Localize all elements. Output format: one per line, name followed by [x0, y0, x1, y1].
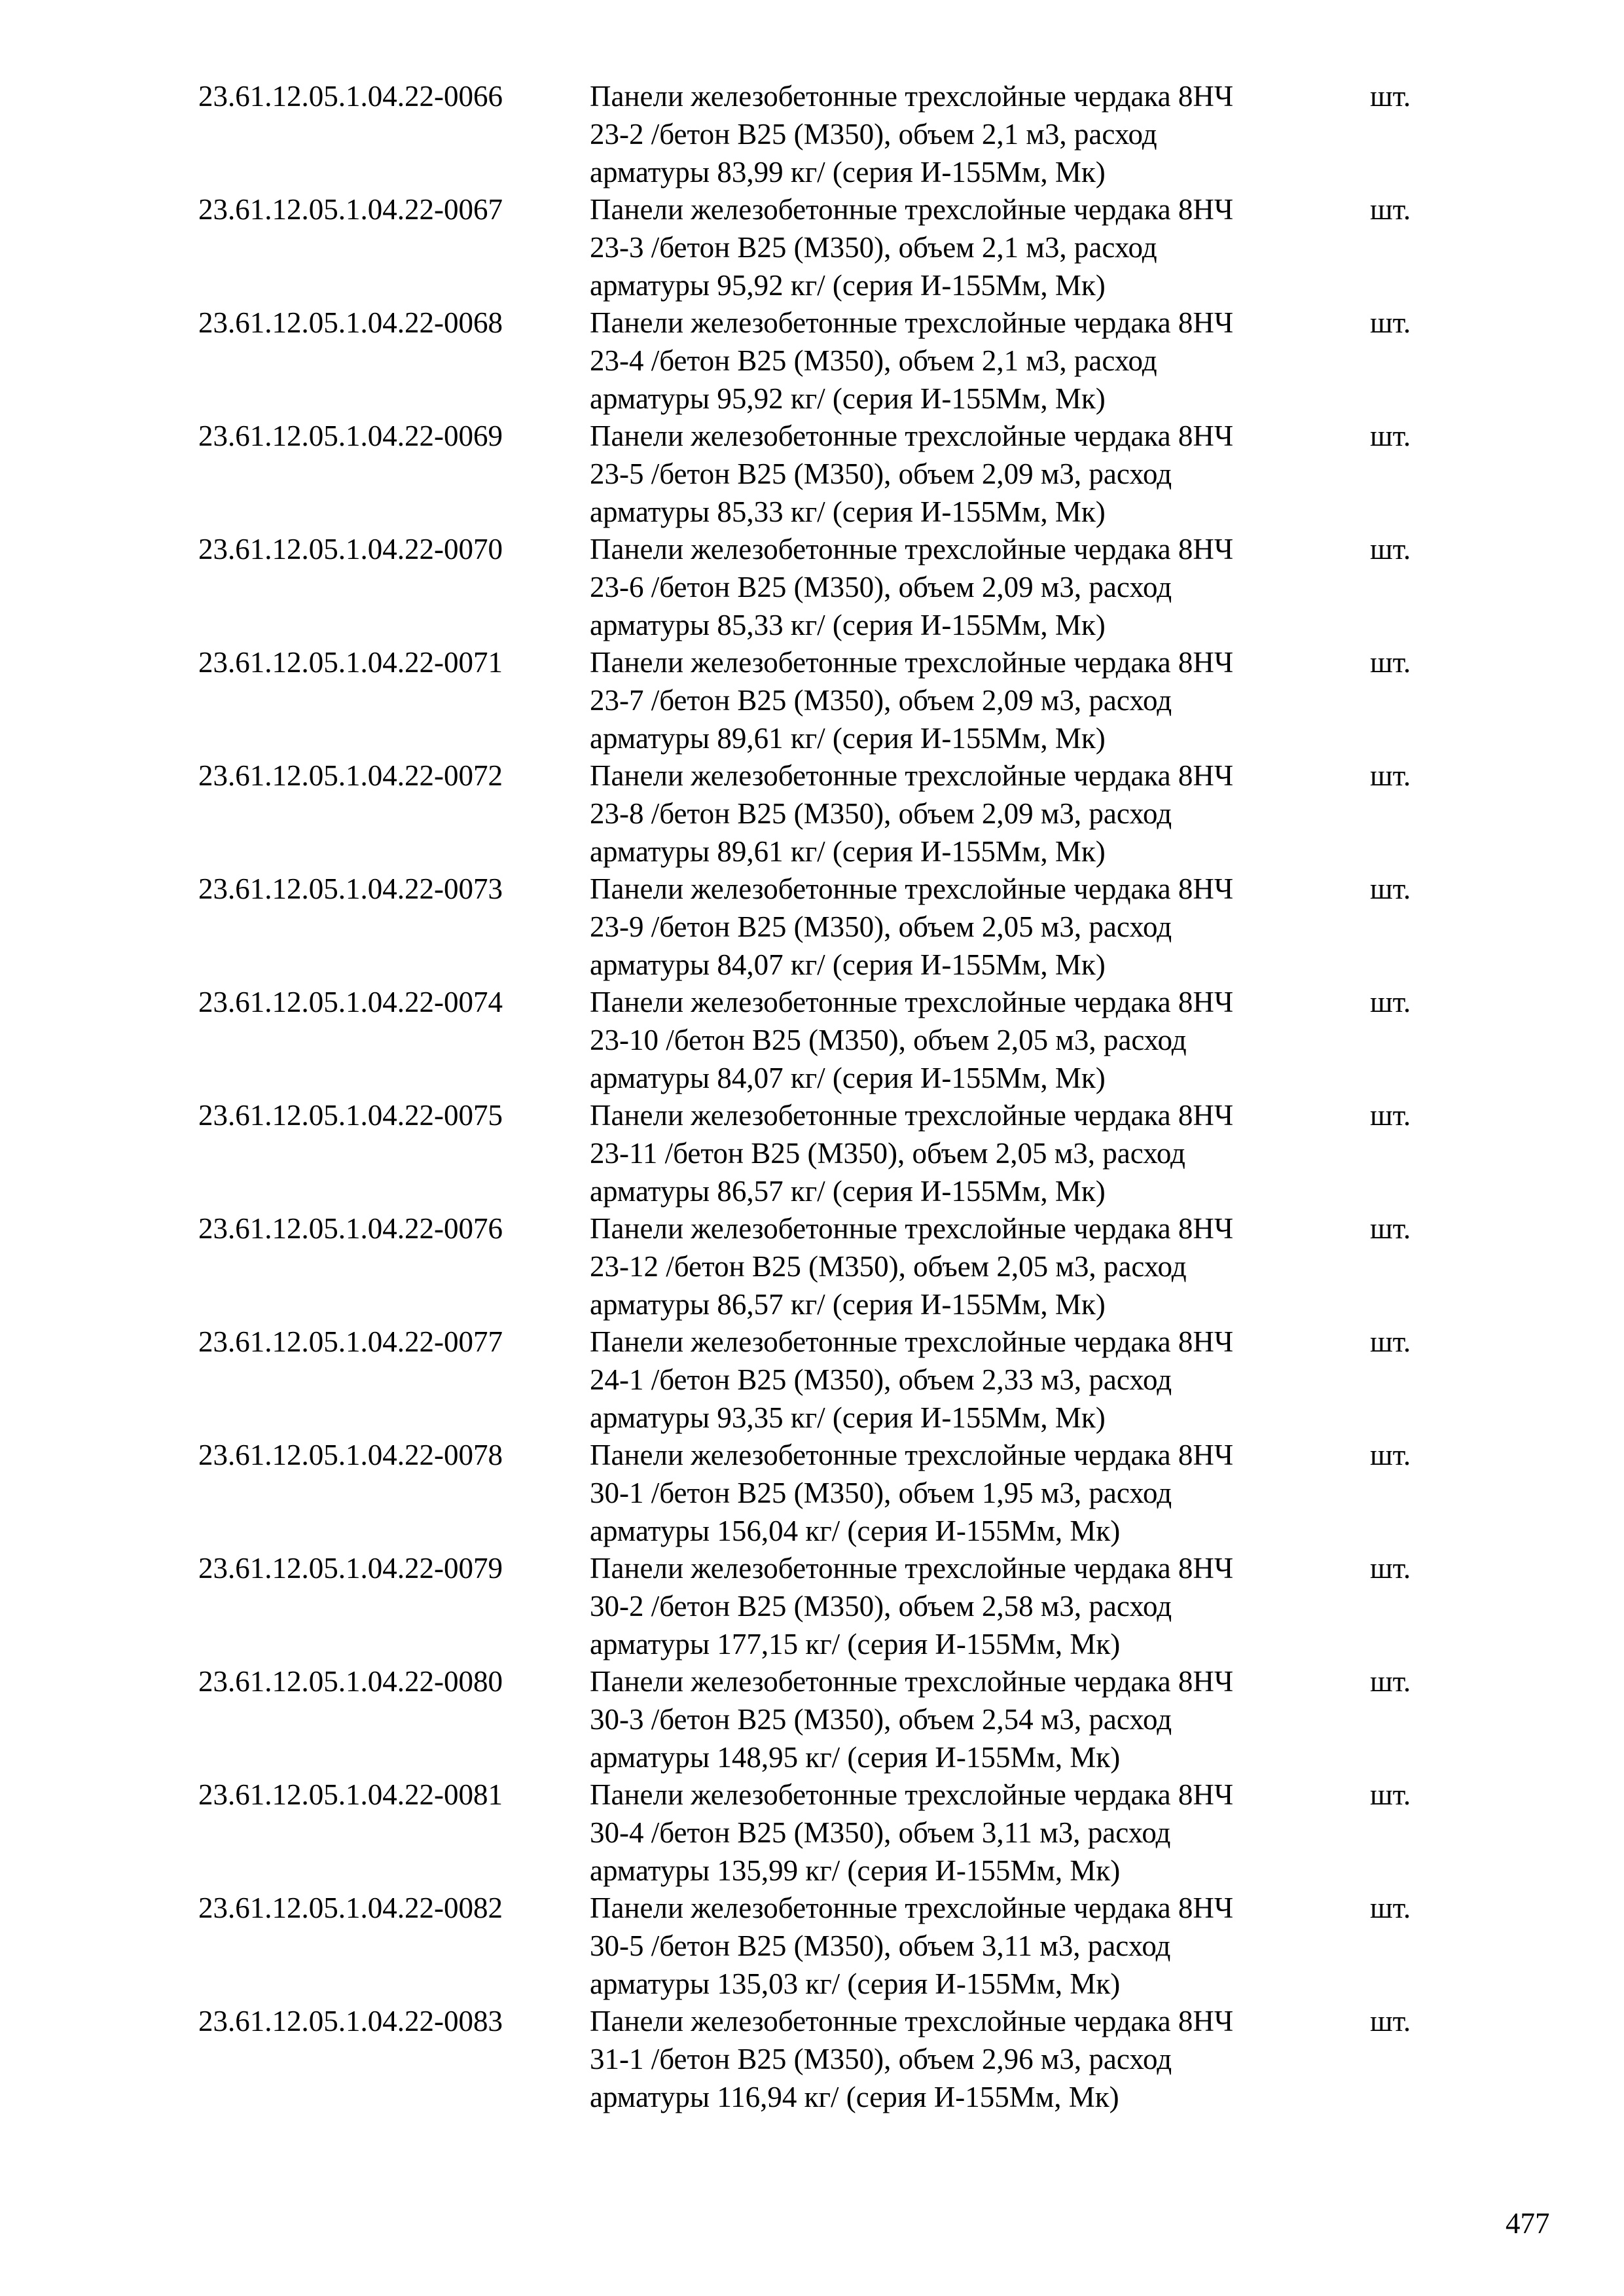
catalog-entry — [198, 757, 1442, 870]
description-line: арматуры 85,33 кг/ (серия И-155Мм, Мк) — [590, 609, 1106, 641]
entry-description — [590, 530, 1362, 644]
description-line: арматуры 135,99 кг/ (серия И-155Мм, Мк) — [590, 1854, 1121, 1887]
entry-code: 23.61.12.05.1.04.22-0067 — [198, 193, 503, 226]
entry-unit: шт. — [1370, 193, 1411, 226]
entry-code: 23.61.12.05.1.04.22-0070 — [198, 533, 503, 565]
entry-description — [590, 643, 1362, 757]
page-number: 477 — [1506, 2207, 1550, 2240]
description-line: арматуры 84,07 кг/ (серия И-155Мм, Мк) — [590, 1062, 1106, 1094]
entry-unit: шт. — [1370, 306, 1411, 339]
entry-unit: шт. — [1370, 1552, 1411, 1585]
entry-code: 23.61.12.05.1.04.22-0081 — [198, 1778, 503, 1811]
entry-description — [590, 1662, 1362, 1776]
catalog-entry — [198, 643, 1442, 757]
description-line: 30-2 /бетон В25 (М350), объем 2,58 м3, расход — [590, 1590, 1172, 1623]
description-line: Панели железобетонные трехслойные чердака 8НЧ — [590, 1099, 1234, 1132]
description-line: 30-4 /бетон В25 (М350), объем 3,11 м3, расход — [590, 1816, 1171, 1849]
entry-code: 23.61.12.05.1.04.22-0076 — [198, 1212, 503, 1245]
catalog-entry — [198, 1210, 1442, 1323]
description-line: арматуры 135,03 кг/ (серия И-155Мм, Мк) — [590, 1967, 1121, 2000]
entry-code: 23.61.12.05.1.04.22-0078 — [198, 1439, 503, 1471]
description-line: арматуры 156,04 кг/ (серия И-155Мм, Мк) — [590, 1515, 1121, 1547]
description-line: Панели железобетонные трехслойные чердака 8НЧ — [590, 533, 1234, 565]
description-line: 30-3 /бетон В25 (М350), объем 2,54 м3, расход — [590, 1703, 1172, 1736]
description-line: арматуры 83,99 кг/ (серия И-155Мм, Мк) — [590, 156, 1106, 188]
entry-unit: шт. — [1370, 1892, 1411, 1924]
description-line: арматуры 89,61 кг/ (серия И-155Мм, Мк) — [590, 722, 1106, 755]
catalog-entry — [198, 417, 1442, 530]
description-line: Панели железобетонные трехслойные чердака 8НЧ — [590, 1212, 1234, 1245]
entry-description — [590, 1210, 1362, 1323]
description-line: арматуры 95,92 кг/ (серия И-155Мм, Мк) — [590, 269, 1106, 302]
catalog-entry — [198, 1776, 1442, 1889]
entry-unit: шт. — [1370, 1778, 1411, 1811]
entry-description — [590, 1889, 1362, 2003]
catalog-entry — [198, 1889, 1442, 2002]
entry-unit: шт. — [1370, 1325, 1411, 1358]
description-line: Панели железобетонные трехслойные чердака 8НЧ — [590, 2005, 1234, 2037]
entry-unit: шт. — [1370, 80, 1411, 113]
entry-description — [590, 417, 1362, 531]
entry-code: 23.61.12.05.1.04.22-0068 — [198, 306, 503, 339]
entry-code: 23.61.12.05.1.04.22-0073 — [198, 872, 503, 905]
description-line: арматуры 93,35 кг/ (серия И-155Мм, Мк) — [590, 1401, 1106, 1434]
description-line: 23-12 /бетон В25 (М350), объем 2,05 м3, расход — [590, 1250, 1187, 1283]
entry-unit: шт. — [1370, 533, 1411, 565]
entry-unit: шт. — [1370, 1212, 1411, 1245]
description-line: арматуры 177,15 кг/ (серия И-155Мм, Мк) — [590, 1628, 1121, 1660]
description-line: 23-2 /бетон В25 (М350), объем 2,1 м3, расход — [590, 118, 1157, 151]
entry-description — [590, 190, 1362, 304]
description-line: арматуры 116,94 кг/ (серия И-155Мм, Мк) — [590, 2081, 1119, 2113]
description-line: Панели железобетонные трехслойные чердака 8НЧ — [590, 1892, 1234, 1924]
catalog-entry — [198, 1323, 1442, 1436]
description-line: арматуры 86,57 кг/ (серия И-155Мм, Мк) — [590, 1175, 1106, 1208]
catalog-entries — [198, 77, 1442, 2115]
entry-unit: шт. — [1370, 1665, 1411, 1698]
entry-unit: шт. — [1370, 872, 1411, 905]
description-line: 23-7 /бетон В25 (М350), объем 2,09 м3, расход — [590, 684, 1172, 717]
description-line: арматуры 95,92 кг/ (серия И-155Мм, Мк) — [590, 382, 1106, 415]
entry-code: 23.61.12.05.1.04.22-0082 — [198, 1892, 503, 1924]
description-line: 23-10 /бетон В25 (М350), объем 2,05 м3, расход — [590, 1024, 1187, 1056]
catalog-entry — [198, 530, 1442, 643]
entry-unit: шт. — [1370, 1099, 1411, 1132]
entry-code: 23.61.12.05.1.04.22-0072 — [198, 759, 503, 792]
entry-code: 23.61.12.05.1.04.22-0083 — [198, 2005, 503, 2037]
description-line: Панели железобетонные трехслойные чердака 8НЧ — [590, 193, 1234, 226]
entry-code: 23.61.12.05.1.04.22-0079 — [198, 1552, 503, 1585]
description-line: Панели железобетонные трехслойные чердака 8НЧ — [590, 759, 1234, 792]
entry-code: 23.61.12.05.1.04.22-0077 — [198, 1325, 503, 1358]
description-line: 23-6 /бетон В25 (М350), объем 2,09 м3, расход — [590, 571, 1172, 603]
entry-description — [590, 870, 1362, 984]
description-line: Панели железобетонные трехслойные чердака 8НЧ — [590, 1325, 1234, 1358]
entry-unit: шт. — [1370, 646, 1411, 679]
entry-code: 23.61.12.05.1.04.22-0071 — [198, 646, 503, 679]
description-line: 23-4 /бетон В25 (М350), объем 2,1 м3, расход — [590, 344, 1157, 377]
description-line: Панели железобетонные трехслойные чердака 8НЧ — [590, 646, 1234, 679]
description-line: Панели железобетонные трехслойные чердака 8НЧ — [590, 1665, 1234, 1698]
entry-unit: шт. — [1370, 759, 1411, 792]
catalog-entry — [198, 77, 1442, 190]
entry-description — [590, 304, 1362, 418]
entry-description — [590, 77, 1362, 191]
description-line: 23-9 /бетон В25 (М350), объем 2,05 м3, расход — [590, 910, 1172, 943]
entry-code: 23.61.12.05.1.04.22-0074 — [198, 986, 503, 1018]
description-line: арматуры 85,33 кг/ (серия И-155Мм, Мк) — [590, 495, 1106, 528]
description-line: арматуры 89,61 кг/ (серия И-155Мм, Мк) — [590, 835, 1106, 868]
entry-description — [590, 1549, 1362, 1663]
entry-code: 23.61.12.05.1.04.22-0080 — [198, 1665, 503, 1698]
catalog-entry — [198, 1549, 1442, 1662]
catalog-entry — [198, 1436, 1442, 1549]
description-line: Панели железобетонные трехслойные чердака 8НЧ — [590, 80, 1234, 113]
description-line: Панели железобетонные трехслойные чердака 8НЧ — [590, 872, 1234, 905]
catalog-entry — [198, 983, 1442, 1096]
description-line: 23-8 /бетон В25 (М350), объем 2,09 м3, расход — [590, 797, 1172, 830]
description-line: 31-1 /бетон В25 (М350), объем 2,96 м3, расход — [590, 2043, 1172, 2075]
description-line: Панели железобетонные трехслойные чердака 8НЧ — [590, 1778, 1234, 1811]
description-line: арматуры 86,57 кг/ (серия И-155Мм, Мк) — [590, 1288, 1106, 1321]
entry-description — [590, 1776, 1362, 1890]
entry-unit: шт. — [1370, 2005, 1411, 2037]
entry-description — [590, 983, 1362, 1097]
catalog-entry — [198, 870, 1442, 983]
description-line: 23-5 /бетон В25 (М350), объем 2,09 м3, расход — [590, 457, 1172, 490]
entry-code: 23.61.12.05.1.04.22-0066 — [198, 80, 503, 113]
description-line: 23-11 /бетон В25 (М350), объем 2,05 м3, расход — [590, 1137, 1185, 1170]
entry-description — [590, 1323, 1362, 1437]
catalog-entry — [198, 304, 1442, 417]
entry-code: 23.61.12.05.1.04.22-0075 — [198, 1099, 503, 1132]
entry-description — [590, 1436, 1362, 1550]
description-line: Панели железобетонные трехслойные чердака 8НЧ — [590, 1439, 1234, 1471]
description-line: 24-1 /бетон В25 (М350), объем 2,33 м3, расход — [590, 1363, 1172, 1396]
description-line: Панели железобетонные трехслойные чердака 8НЧ — [590, 306, 1234, 339]
description-line: арматуры 84,07 кг/ (серия И-155Мм, Мк) — [590, 948, 1106, 981]
description-line: 23-3 /бетон В25 (М350), объем 2,1 м3, расход — [590, 231, 1157, 264]
catalog-entry — [198, 1096, 1442, 1210]
description-line: Панели железобетонные трехслойные чердака 8НЧ — [590, 986, 1234, 1018]
description-line: 30-5 /бетон В25 (М350), объем 3,11 м3, расход — [590, 1929, 1171, 1962]
entry-unit: шт. — [1370, 420, 1411, 452]
description-line: 30-1 /бетон В25 (М350), объем 1,95 м3, расход — [590, 1477, 1172, 1509]
entry-description — [590, 757, 1362, 870]
catalog-entry — [198, 190, 1442, 304]
description-line: Панели железобетонные трехслойные чердака 8НЧ — [590, 1552, 1234, 1585]
catalog-entry — [198, 1662, 1442, 1776]
entry-unit: шт. — [1370, 986, 1411, 1018]
entry-description — [590, 1096, 1362, 1210]
description-line: арматуры 148,95 кг/ (серия И-155Мм, Мк) — [590, 1741, 1121, 1774]
catalog-entry — [198, 2002, 1442, 2115]
entry-unit: шт. — [1370, 1439, 1411, 1471]
entry-description — [590, 2002, 1362, 2116]
entry-code: 23.61.12.05.1.04.22-0069 — [198, 420, 503, 452]
description-line: Панели железобетонные трехслойные чердака 8НЧ — [590, 420, 1234, 452]
